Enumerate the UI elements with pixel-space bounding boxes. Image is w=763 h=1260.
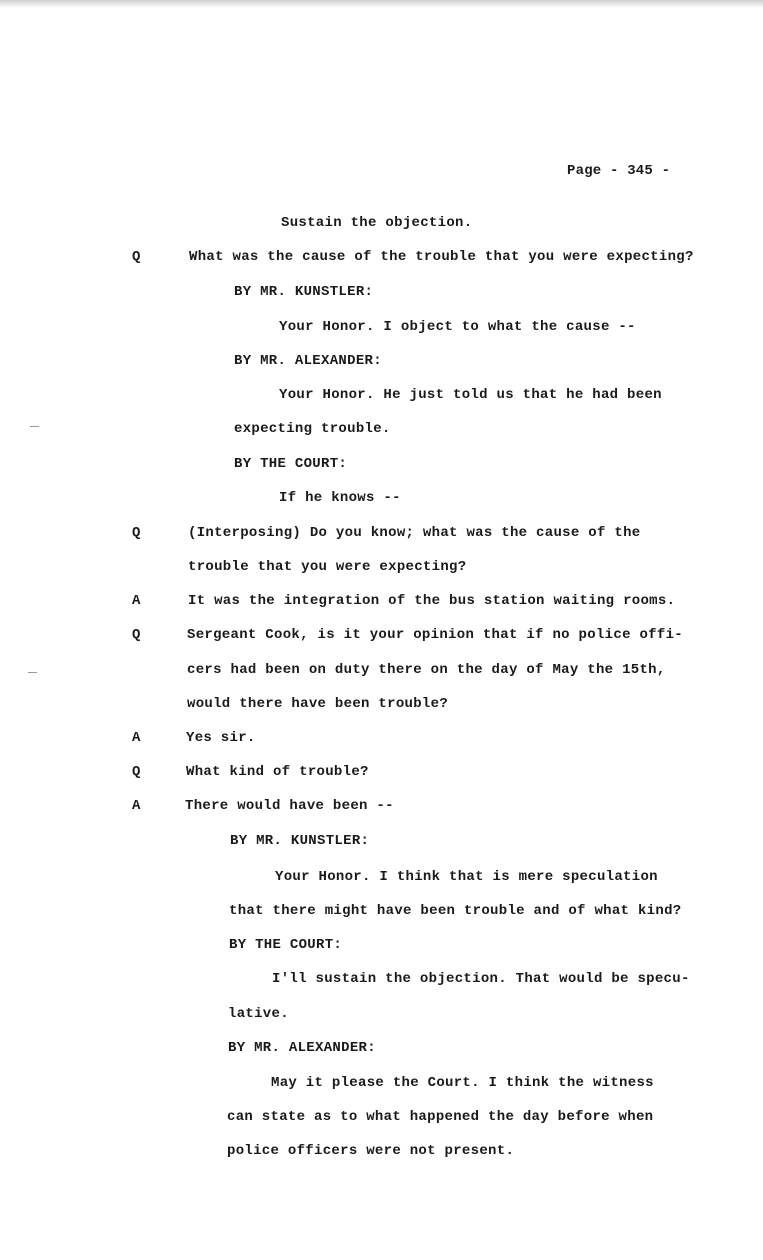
transcript-line: police officers were not present. (227, 1143, 515, 1159)
transcript-line: (Interposing) Do you know; what was the cause of the (188, 525, 641, 541)
answer-mark-label: A (132, 730, 141, 746)
speaker-heading: BY THE COURT: (229, 937, 343, 953)
transcript-line: expecting trouble. (234, 421, 391, 437)
scan-margin-mark (28, 672, 37, 673)
question-mark-label: Q (132, 525, 141, 541)
scan-margin-mark (30, 426, 39, 427)
transcript-line: lative. (228, 1006, 289, 1022)
transcript-line: Your Honor. He just told us that he had been (279, 387, 662, 403)
transcript-line: that there might have been trouble and of what kind? (229, 903, 682, 919)
transcript-line: What was the cause of the trouble that you were expecting? (189, 249, 694, 265)
transcript-line: can state as to what happened the day before when (227, 1109, 654, 1125)
speaker-heading: BY MR. ALEXANDER: (228, 1040, 376, 1056)
transcript-line: Your Honor. I object to what the cause -- (279, 319, 636, 335)
speaker-heading: BY THE COURT: (234, 456, 348, 472)
transcript-line: I'll sustain the objection. That would be specu- (272, 971, 690, 987)
transcript-line: May it please the Court. I think the witness (271, 1075, 654, 1091)
transcript-line: Sustain the objection. (281, 215, 473, 231)
page-number: Page - 345 - (567, 163, 671, 179)
transcript-line: There would have been -- (185, 798, 394, 814)
answer-mark-label: A (132, 798, 141, 814)
transcript-line: Yes sir. (186, 730, 256, 746)
question-mark-label: Q (132, 627, 141, 643)
transcript-line: What kind of trouble? (186, 764, 369, 780)
transcript-line: If he knows -- (279, 490, 401, 506)
transcript-line: would there have been trouble? (187, 696, 449, 712)
transcript-line: Sergeant Cook, is it your opinion that if no police offi- (187, 627, 683, 643)
transcript-line: trouble that you were expecting? (188, 559, 467, 575)
speaker-heading: BY MR. ALEXANDER: (234, 353, 382, 369)
question-mark-label: Q (132, 249, 141, 265)
scan-top-edge (0, 0, 763, 8)
speaker-heading: BY MR. KUNSTLER: (234, 284, 374, 300)
speaker-heading: BY MR. KUNSTLER: (230, 833, 370, 849)
transcript-line: It was the integration of the bus station waiting rooms. (188, 593, 676, 609)
answer-mark-label: A (132, 593, 141, 609)
transcript-line: Your Honor. I think that is mere speculation (275, 869, 658, 885)
question-mark-label: Q (132, 764, 141, 780)
transcript-line: cers had been on duty there on the day of May the 15th, (187, 662, 666, 678)
